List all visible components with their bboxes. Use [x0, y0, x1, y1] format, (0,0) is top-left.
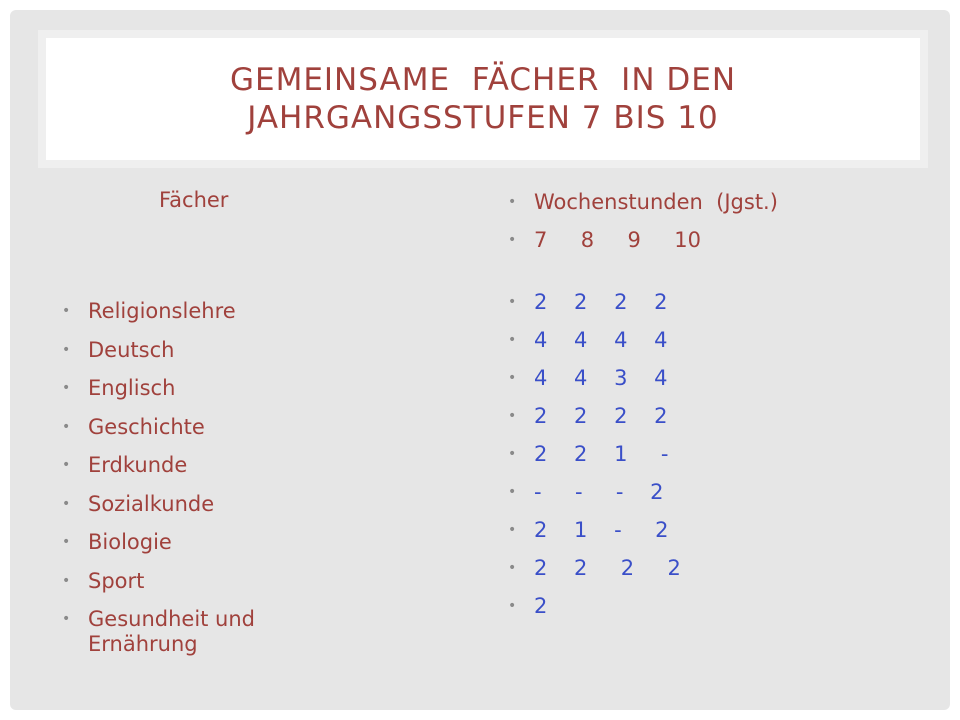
grade-header-label: 7 8 9 10	[534, 228, 701, 252]
subject-item	[62, 292, 255, 331]
bullet-icon: •	[508, 194, 517, 210]
grade-header-item	[508, 221, 778, 259]
slide	[10, 10, 950, 710]
subject-item	[62, 331, 255, 370]
subject-item	[62, 369, 255, 408]
bullet-icon: •	[62, 457, 71, 473]
subject-label: Sozialkunde	[88, 491, 215, 516]
hours-list	[508, 283, 681, 625]
subject-item	[62, 446, 255, 485]
hours-values: - - - 2	[534, 480, 664, 504]
hours-header-item	[508, 183, 778, 221]
hours-values: 2	[534, 594, 548, 618]
subject-item	[62, 408, 255, 447]
subject-label: Erdkunde	[88, 453, 188, 477]
hours-row	[508, 359, 681, 397]
bullet-icon: •	[508, 294, 517, 310]
subjects-header: Fächer	[159, 188, 229, 212]
hours-header-list	[508, 183, 778, 259]
bullet-icon: •	[508, 598, 517, 614]
bullet-icon: •	[62, 303, 71, 319]
bullet-icon: •	[62, 380, 71, 396]
bullet-icon: •	[62, 418, 71, 435]
hours-values: 2 2 2 2	[534, 290, 668, 314]
bullet-icon: •	[62, 534, 71, 550]
bullet-icon: •	[508, 446, 517, 462]
title-box	[38, 30, 928, 168]
hours-row	[508, 321, 681, 359]
subject-item	[62, 600, 255, 657]
bullet-icon: •	[62, 495, 71, 512]
hours-values: 2 2 2 2	[534, 556, 681, 580]
hours-row	[508, 435, 681, 473]
bullet-icon: •	[508, 370, 517, 386]
slide-title-line-2: JAHRGANGSSTUFEN 7 BIS 10	[247, 100, 719, 136]
hours-row	[508, 283, 681, 321]
hours-values: 2 2 2 2	[534, 404, 668, 428]
subject-label: Religionslehre	[88, 299, 236, 323]
bullet-icon: •	[508, 408, 517, 424]
hours-values: 2 1 - 2	[534, 518, 669, 542]
hours-row	[508, 549, 681, 587]
bullet-icon: •	[508, 332, 517, 348]
subject-label: Gesundheit und Ernährung	[88, 607, 256, 656]
bullet-icon: •	[62, 611, 71, 627]
hours-row	[508, 397, 681, 435]
subject-label: Geschichte	[88, 414, 205, 439]
subject-item	[62, 523, 255, 562]
subject-label: Sport	[88, 568, 145, 593]
subject-item	[62, 562, 255, 601]
hours-values: 4 4 3 4	[534, 366, 668, 390]
bullet-icon: •	[508, 232, 517, 248]
subject-label: Biologie	[88, 530, 172, 554]
hours-row	[508, 587, 681, 625]
bullet-icon: •	[62, 341, 71, 358]
bullet-icon: •	[508, 522, 517, 538]
subject-label: Deutsch	[88, 337, 175, 362]
hours-row	[508, 511, 681, 549]
bullet-icon: •	[508, 560, 517, 576]
subject-item	[62, 485, 255, 524]
hours-values: 4 4 4 4	[534, 328, 668, 352]
hours-header-label: Wochenstunden (Jgst.)	[534, 190, 778, 214]
bullet-icon: •	[62, 572, 71, 589]
subject-list	[62, 292, 255, 657]
bullet-icon: •	[508, 484, 517, 500]
slide-title-line-1: GEMEINSAME FÄCHER IN DEN	[229, 62, 737, 98]
hours-row	[508, 473, 681, 511]
hours-values: 2 2 1 -	[534, 442, 669, 466]
subject-label: Englisch	[88, 376, 176, 400]
